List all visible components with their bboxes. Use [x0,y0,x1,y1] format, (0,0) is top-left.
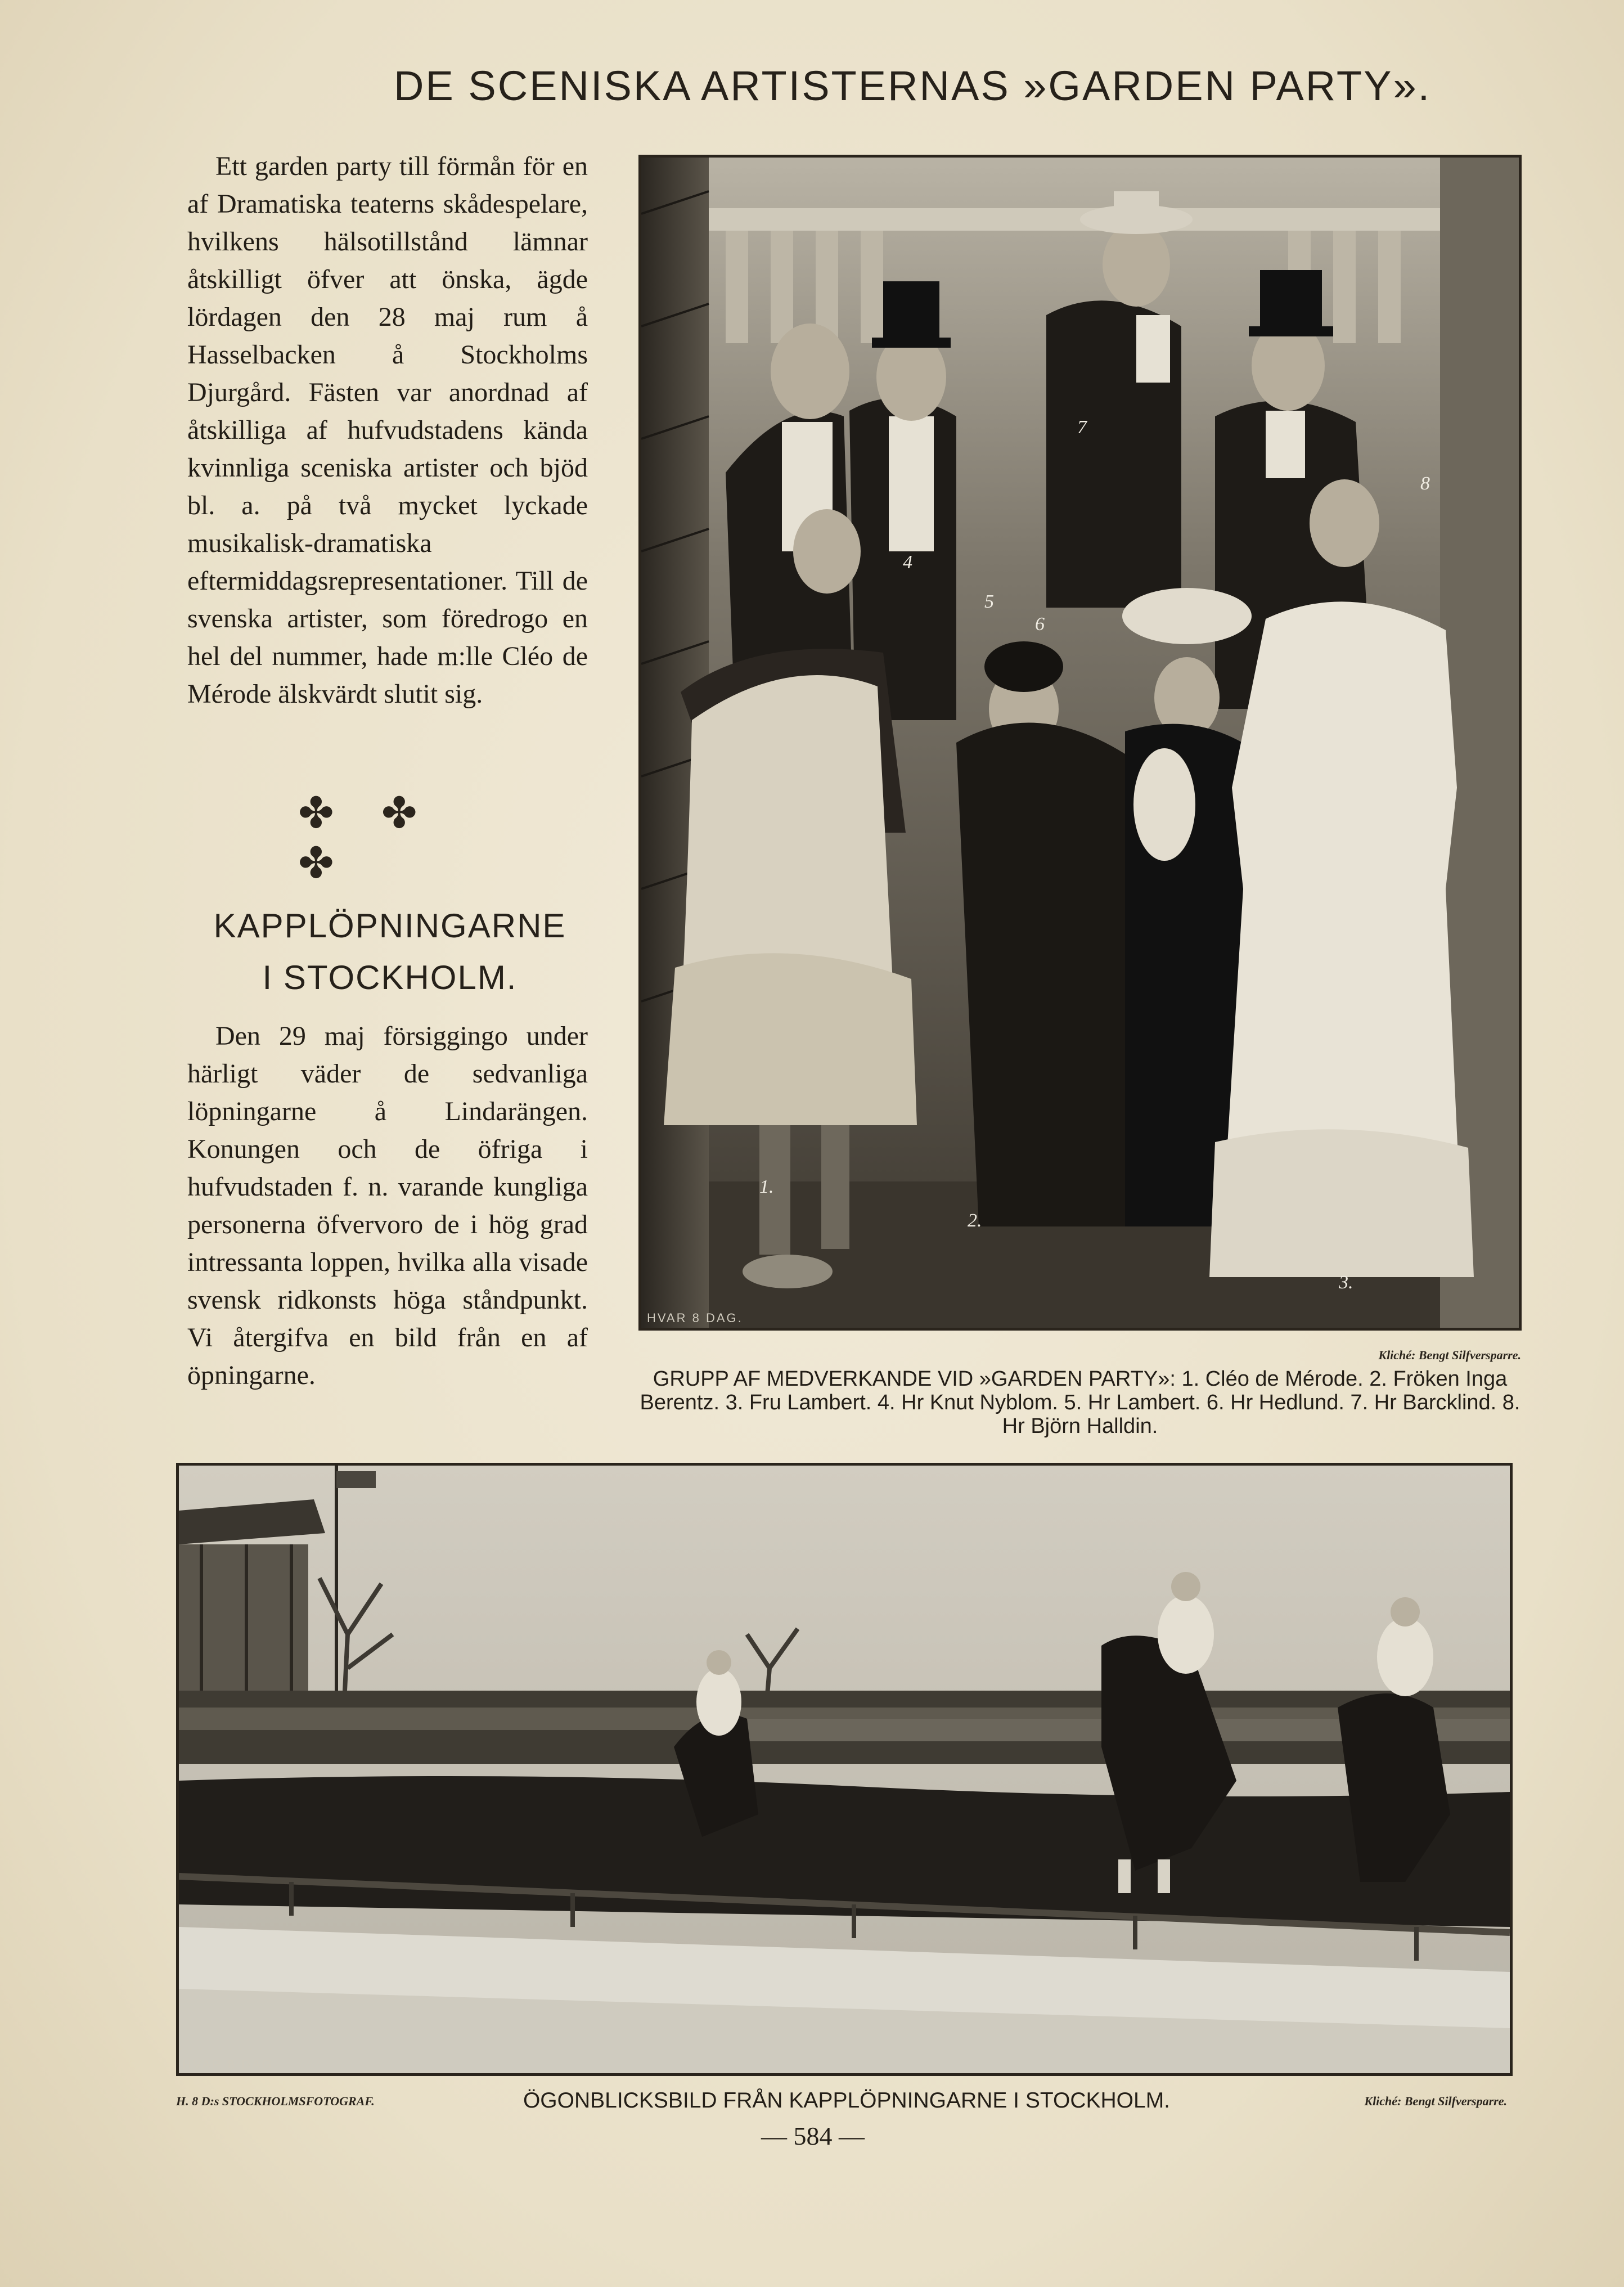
figure-number-1: 1. [759,1176,774,1197]
section-title-line-2: I STOCKHOLM. [262,959,518,996]
photo-1-credit: Kliché: Bengt Silfversparre. [1378,1348,1521,1362]
group-photo-drawing [641,158,1519,1328]
photo-2-watermark: HVAR 8 DAG. [182,2057,278,2072]
steeplechase-photo [176,1463,1513,2076]
figure-number-3: 3. [1339,1272,1353,1293]
figure-number-2: 2. [968,1210,982,1231]
photo-2-caption: ÖGONBLICKSBILD FRÅN KAPPLÖPNINGARNE I STOCKHOLM. [523,2088,1171,2113]
figure-number-7: 7 [1077,417,1087,438]
section-title-line-1: KAPPLÖPNINGARNE [213,907,566,945]
page-headline: DE SCENISKA ARTISTERNAS »GARDEN PARTY». [394,62,1432,109]
article-garden-party-text: Ett garden party till förmån för en af Dramatiska teaterns skådespelare, hvilkens hälsotillstånd lämnar åtskilligt öfver att önska, ägde lördagen den 28 maj rum å Hasselbacken å Stockholms Djurgård. Fästen var anordnad af åtskilliga af hufvudstadens kända kvinnliga sceniska artister och bjöd bl. a. på två mycket lyckade musikalisk-dramatiska eftermiddagsrepresentationer. Till de svenska artister, som föredrogo en hel del nummer, hade m:lle Cléo de Mérode älskvärdt slutit sig. [187,151,588,709]
figure-number-5: 5 [984,591,994,612]
section-title-races [187,900,592,1004]
figure-number-4: 4 [903,552,912,573]
photo-2-credit-right: Kliché: Bengt Silfversparre. [1364,2094,1507,2108]
article-races-text: Den 29 maj försiggingo under härligt väder de sedvanliga löpningarne å Lindarängen. Konungen och de öfriga i hufvudstaden f. n. varande kungliga personerna öfvervoro de i hög grad intressanta loppen, hvilka alla visade svensk ridkonsts höga ståndpunkt. Vi återgifva en bild från en af öpningarne. [187,1021,588,1390]
garden-party-group-photo [638,155,1522,1331]
figure-number-6: 6 [1035,614,1045,635]
figure-number-8: 8 [1420,473,1430,494]
page-number: — 584 — [761,2122,865,2150]
ornament-divider: ✤ ✤ ✤ [298,788,434,888]
steeplechase-drawing [179,1466,1510,2073]
photo-1-watermark: HVAR 8 DAG. [647,1311,743,1325]
photo-2-credit-left: H. 8 D:s STOCKHOLMSFOTOGRAF. [176,2094,375,2108]
photo-1-caption: GRUPP AF MEDVERKANDE VID »GARDEN PARTY»: 1. Cléo de Mérode. 2. Fröken Inga Berentz. 3. Fru Lambert. 4. Hr Knut Nyblom. 5. Hr Lambert. 6. Hr Hedlund. 7. Hr Barcklind. 8. Hr Björn Halldin. [640,1367,1520,1438]
